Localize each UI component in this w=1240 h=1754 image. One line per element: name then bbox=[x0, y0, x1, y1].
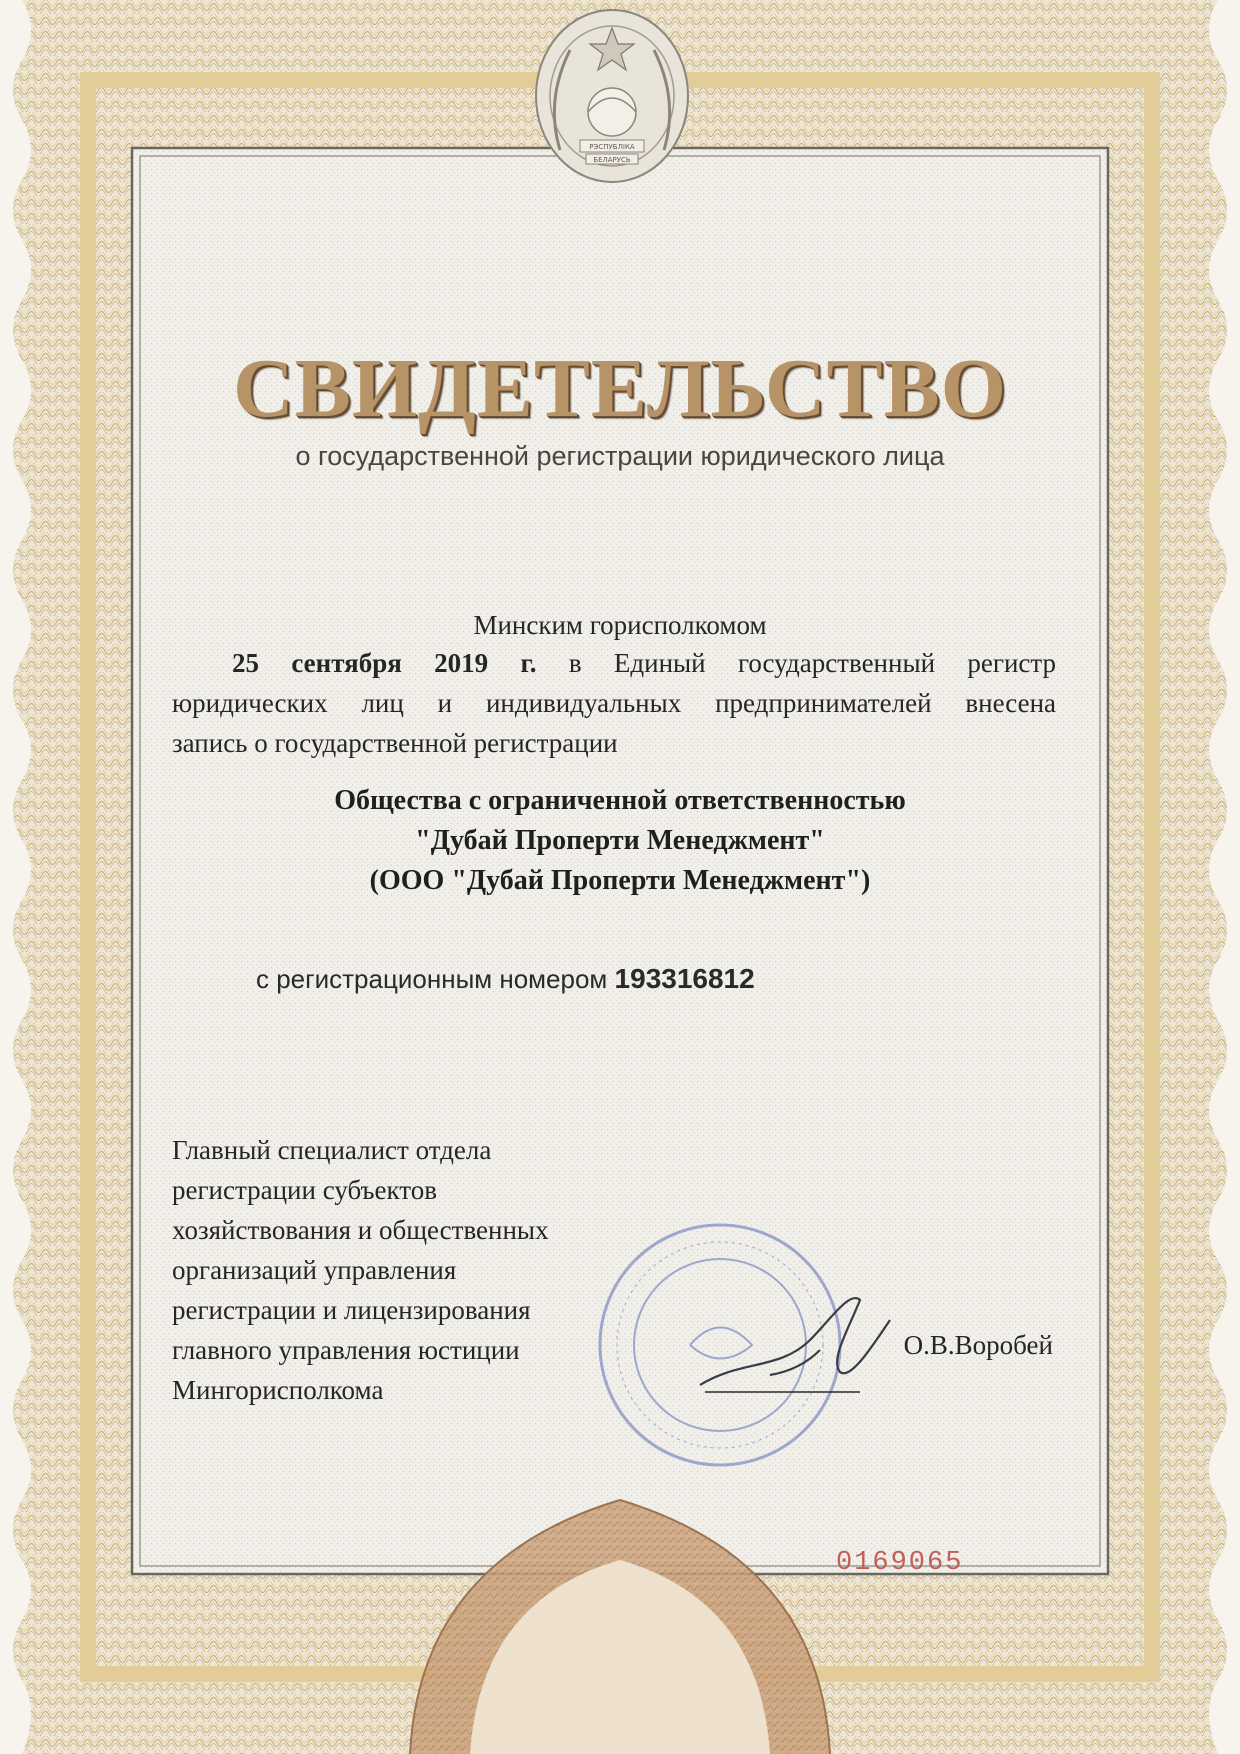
company-name: "Дубай Проперти Менеджмент" bbox=[415, 825, 825, 856]
signatory-line: организаций управления bbox=[172, 1255, 457, 1285]
emblem-motto-lower: БЕЛАРУСЬ bbox=[593, 156, 631, 164]
company-short-name: (ООО "Дубай Проперти Менеджмент") bbox=[369, 865, 871, 896]
registration-number-line bbox=[256, 963, 755, 995]
registration-line-3: запись о государственной регистрации bbox=[172, 728, 618, 758]
registration-line-1-rest: в Единый государственный регистр bbox=[568, 648, 1057, 678]
signer-name: О.В.Воробей bbox=[903, 1330, 1053, 1360]
emblem-motto-upper: РЭСПУБЛІКА bbox=[589, 143, 635, 151]
registration-number: 193316812 bbox=[614, 963, 755, 994]
signatory-line: Главный специалист отдела bbox=[172, 1135, 492, 1165]
issuer-line: Минским горисполкомом bbox=[473, 610, 767, 640]
signatory-line: Мингорисполкома bbox=[172, 1375, 384, 1405]
signatory-line: регистрации субъектов bbox=[172, 1175, 437, 1205]
serial-number: 0169065 bbox=[836, 1548, 964, 1578]
signatory-line: главного управления юстиции bbox=[172, 1335, 520, 1365]
document-subtitle: о государственной регистрации юридического лица bbox=[295, 441, 945, 471]
signatory-line: регистрации и лицензирования bbox=[172, 1295, 531, 1325]
document-title: СВИДЕТЕЛЬСТВО bbox=[233, 342, 1007, 435]
registration-number-label: с регистрационным номером bbox=[256, 964, 608, 994]
registration-line-1 bbox=[172, 648, 1056, 679]
registration-line-2: юридических лиц и индивидуальных предпринимателей внесена bbox=[172, 688, 1056, 718]
company-legal-form: Общества с ограниченной ответственностью bbox=[334, 785, 906, 816]
coat-of-arms-emblem bbox=[536, 10, 688, 182]
registration-date: 25 сентября 2019 г. bbox=[232, 648, 537, 678]
signatory-title bbox=[172, 1130, 549, 1410]
signatory-line: хозяйствования и общественных bbox=[172, 1215, 549, 1245]
